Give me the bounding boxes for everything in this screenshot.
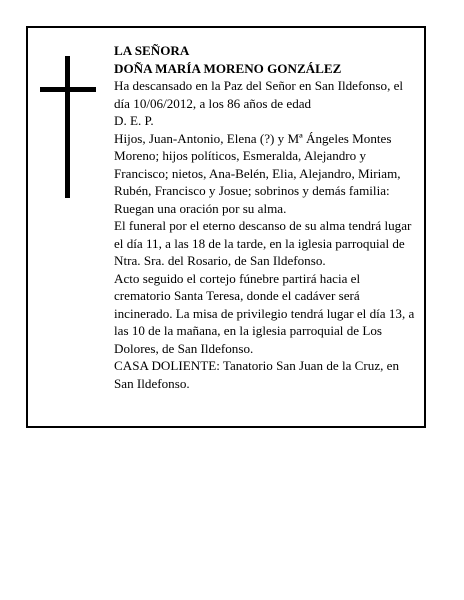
cross-horizontal-bar: [40, 87, 96, 92]
rip-line: D. E. P.: [114, 113, 154, 128]
deceased-name: DOÑA MARÍA MORENO GONZÁLEZ: [114, 60, 342, 76]
prayer-request: Ruegan una oración por su alma.: [114, 200, 287, 216]
obituary-notice: [26, 26, 426, 428]
death-statement: Ha descansado en la Paz del Señor en San Ildefonso, el día 10/06/2012, a los 86 años de edad: [114, 78, 404, 111]
cross-vertical-bar: [65, 56, 70, 198]
funeral-home: CASA DOLIENTE: Tanatorio San Juan de la Cruz, en San Ildefonso.: [114, 358, 400, 391]
funeral-details: El funeral por el eterno descanso de su alma tendrá lugar el día 11, a las 18 de la tarde, en la iglesia parroquial de Ntra. Sra. del Rosario, de San Ildefonso.: [114, 218, 412, 268]
cortege-details: Acto seguido el cortejo fúnebre partirá hacia el crematorio Santa Teresa, donde el cadáver será incinerado. La misa de privilegio tendrá lugar el día 13, a las 10 de la mañana, en la iglesia parroquial de Los Dolores, de San Ildefonso.: [114, 270, 415, 356]
notice-text: [114, 42, 420, 392]
cross-icon: [40, 56, 96, 198]
notice-title: LA SEÑORA: [114, 43, 190, 58]
family-list: Hijos, Juan-Antonio, Elena (?) y Mª Ángeles Montes Moreno; hijos políticos, Esmeralda, Alejandro y Francisco; nietos, Ana-Belén, Elia, Alejandro, Miriam, Rubén, Francisco y Josue; sobrinos y demás familia:: [114, 130, 401, 198]
